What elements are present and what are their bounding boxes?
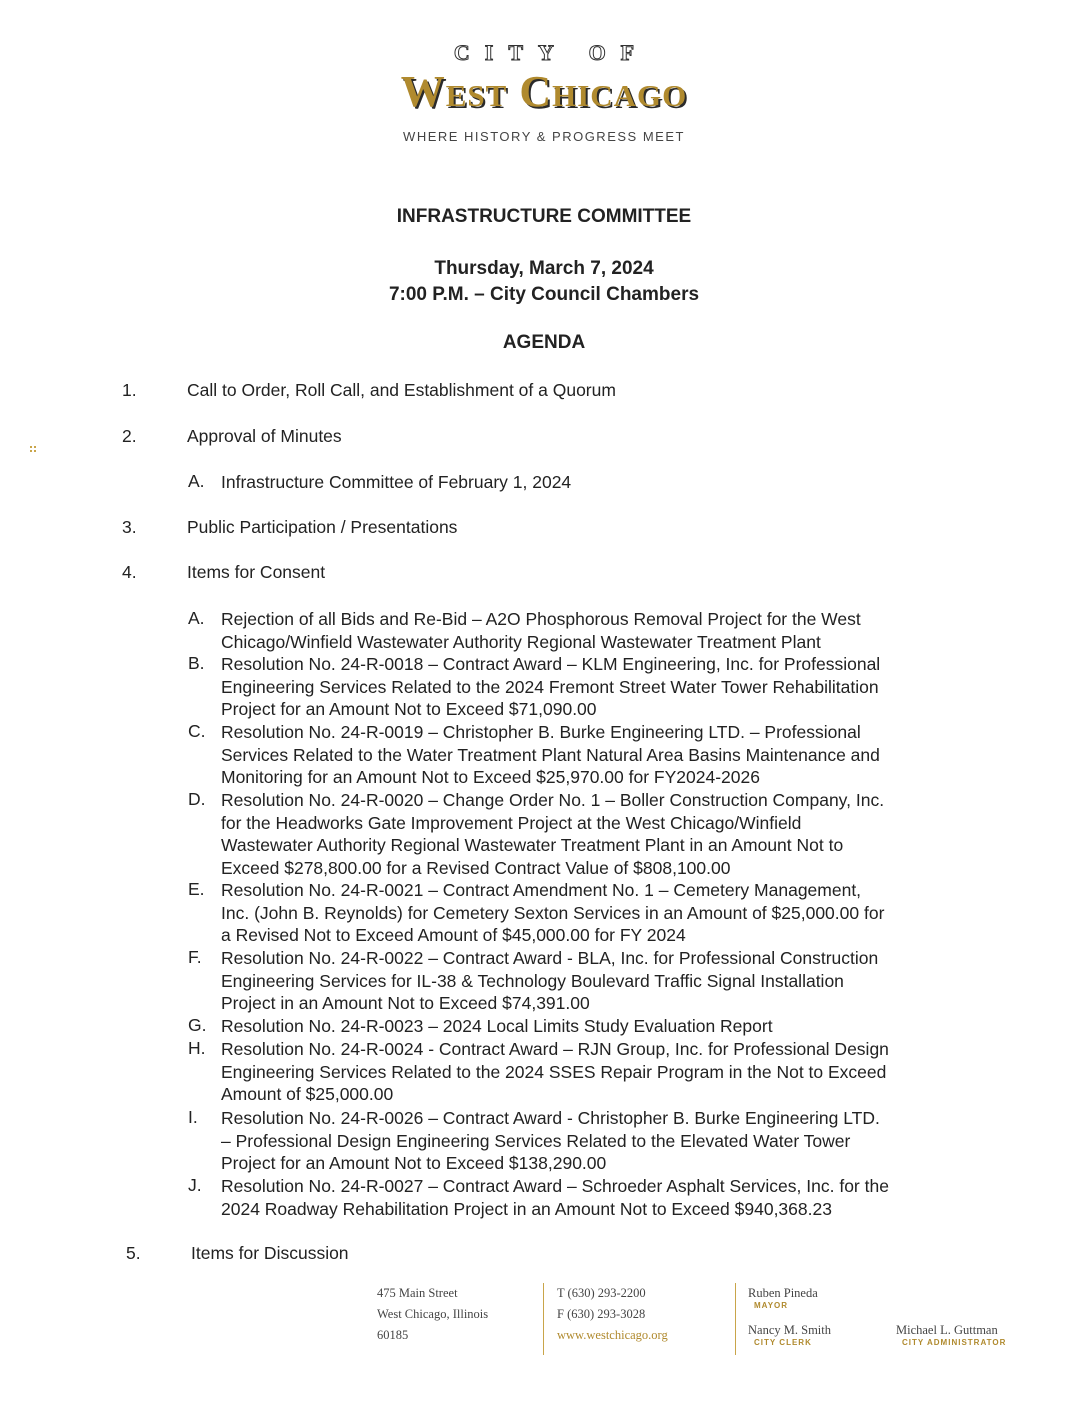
administrator-title: CITY ADMINISTRATOR <box>902 1338 1007 1347</box>
clerk-title: CITY CLERK <box>754 1338 812 1347</box>
fax: F (630) 293-3028 <box>557 1307 646 1321</box>
consent-line: Resolution No. 24-R-0027 – Contract Award – Schroeder Asphalt Services, Inc. for the <box>221 1176 889 1196</box>
consent-line: 2024 Roadway Rehabilitation Project in an Amount Not to Exceed $940,368.23 <box>221 1198 832 1219</box>
consent-line: for the Headworks Gate Improvement Project at the West Chicago/Winfield <box>221 812 802 833</box>
item-text: Call to Order, Roll Call, and Establishment of a Quorum <box>187 380 616 400</box>
footer-mayor <box>748 1285 818 1311</box>
sub-letter: H. <box>188 1038 206 1058</box>
consent-line: Wastewater Authority Regional Wastewater Treatment Plant in an Amount Not to <box>221 835 844 855</box>
sub-letter: J. <box>188 1175 202 1195</box>
sub-letter: G. <box>188 1015 207 1035</box>
website-link[interactable]: www.westchicago.org <box>557 1328 668 1342</box>
footer-clerk <box>748 1322 831 1348</box>
item-text: Approval of Minutes <box>187 426 342 446</box>
meeting-time-place: 7:00 P.M. – City Council Chambers <box>388 284 700 305</box>
consent-line: Resolution No. 24-R-0022 – Contract Award - BLA, Inc. for Professional Construction <box>221 948 879 968</box>
item-text: Items for Consent <box>187 562 326 582</box>
footer-administrator <box>896 1322 1006 1348</box>
address-line: West Chicago, Illinois <box>377 1307 489 1321</box>
item-number: 5. <box>126 1243 141 1263</box>
consent-line: Engineering Services Related to the 2024 Fremont Street Water Tower Rehabilitation <box>221 676 879 697</box>
sub-letter: A. <box>188 471 205 491</box>
consent-line: Engineering Services for IL-38 & Technology Boulevard Traffic Signal Installation <box>221 970 844 991</box>
tagline: WHERE HISTORY & PROGRESS MEET <box>403 129 685 144</box>
consent-line: Chicago/Winfield Wastewater Authority Regional Wastewater Treatment Plant <box>221 631 821 652</box>
phone: T (630) 293-2200 <box>557 1286 646 1300</box>
committee-title: INFRASTRUCTURE COMMITTEE <box>396 206 692 227</box>
item-number: 3. <box>122 517 137 537</box>
sub-letter: C. <box>188 721 206 741</box>
footer-address <box>377 1283 488 1346</box>
consent-line: Project for an Amount Not to Exceed $138,290.00 <box>221 1153 607 1173</box>
scan-marks <box>30 446 36 452</box>
administrator-name: Michael L. Guttman <box>896 1323 998 1337</box>
logo-west-chicago: West Chicago <box>400 67 688 116</box>
meeting-date: Thursday, March 7, 2024 <box>434 258 654 279</box>
city-logo <box>0 40 1088 116</box>
consent-line: Resolution No. 24-R-0019 – Christopher B. Burke Engineering LTD. – Professional <box>221 722 861 742</box>
address-line: 60185 <box>377 1328 409 1342</box>
sub-letter: E. <box>188 879 205 899</box>
consent-line: a Revised Not to Exceed Amount of $45,000.00 for FY 2024 <box>221 925 686 945</box>
consent-line: Project for an Amount Not to Exceed $71,090.00 <box>221 699 597 719</box>
sub-letter: F. <box>188 947 202 967</box>
item-text: Items for Discussion <box>191 1243 349 1263</box>
agenda-title: AGENDA <box>502 332 586 353</box>
sub-letter: I. <box>188 1107 198 1127</box>
item-number: 4. <box>122 562 137 582</box>
consent-line: Monitoring for an Amount Not to Exceed $25,970.00 for FY2024-2026 <box>221 767 760 787</box>
item-number: 1. <box>122 380 137 400</box>
consent-line: Project in an Amount Not to Exceed $74,391.00 <box>221 993 590 1013</box>
consent-line: Resolution No. 24-R-0021 – Contract Amendment No. 1 – Cemetery Management, <box>221 880 862 900</box>
address-line: 475 Main Street <box>377 1286 458 1300</box>
clerk-name: Nancy M. Smith <box>748 1323 831 1337</box>
consent-line: Amount of $25,000.00 <box>221 1084 394 1104</box>
consent-line: Resolution No. 24-R-0018 – Contract Award – KLM Engineering, Inc. for Professional <box>221 654 881 674</box>
consent-line: Rejection of all Bids and Re-Bid – A2O Phosphorous Removal Project for the West <box>221 609 861 629</box>
consent-line: Exceed $278,800.00 for a Revised Contract Value of $808,100.00 <box>221 857 731 878</box>
footer-divider <box>735 1283 736 1355</box>
item-number: 2. <box>122 426 137 446</box>
consent-line: Services Related to the Water Treatment Plant Natural Area Basins Maintenance and <box>221 744 880 765</box>
consent-line: Resolution No. 24-R-0024 - Contract Award – RJN Group, Inc. for Professional Design <box>221 1039 889 1059</box>
item-text: Public Participation / Presentations <box>187 517 458 537</box>
consent-line: Resolution No. 24-R-0026 – Contract Award - Christopher B. Burke Engineering LTD. <box>221 1108 880 1128</box>
mayor-name: Ruben Pineda <box>748 1286 818 1300</box>
footer-contact <box>557 1283 668 1346</box>
sub-letter: D. <box>188 789 206 809</box>
sub-letter: A. <box>188 608 205 628</box>
logo-city-of: CITY OF <box>453 40 650 65</box>
sub-letter: B. <box>188 653 205 673</box>
footer-divider <box>543 1283 544 1355</box>
consent-line: Resolution No. 24-R-0020 – Change Order No. 1 – Boller Construction Company, Inc. <box>221 790 885 810</box>
consent-line: Engineering Services Related to the 2024 SSES Repair Program in the Not to Exceed <box>221 1061 887 1082</box>
sub-text: Infrastructure Committee of February 1, 2024 <box>221 472 572 492</box>
consent-line: – Professional Design Engineering Services Related to the Elevated Water Tower <box>221 1130 851 1151</box>
consent-line: Inc. (John B. Reynolds) for Cemetery Sexton Services in an Amount of $25,000.00 for <box>221 902 885 923</box>
mayor-title: MAYOR <box>754 1301 789 1310</box>
consent-line: Resolution No. 24-R-0023 – 2024 Local Limits Study Evaluation Report <box>221 1016 773 1036</box>
